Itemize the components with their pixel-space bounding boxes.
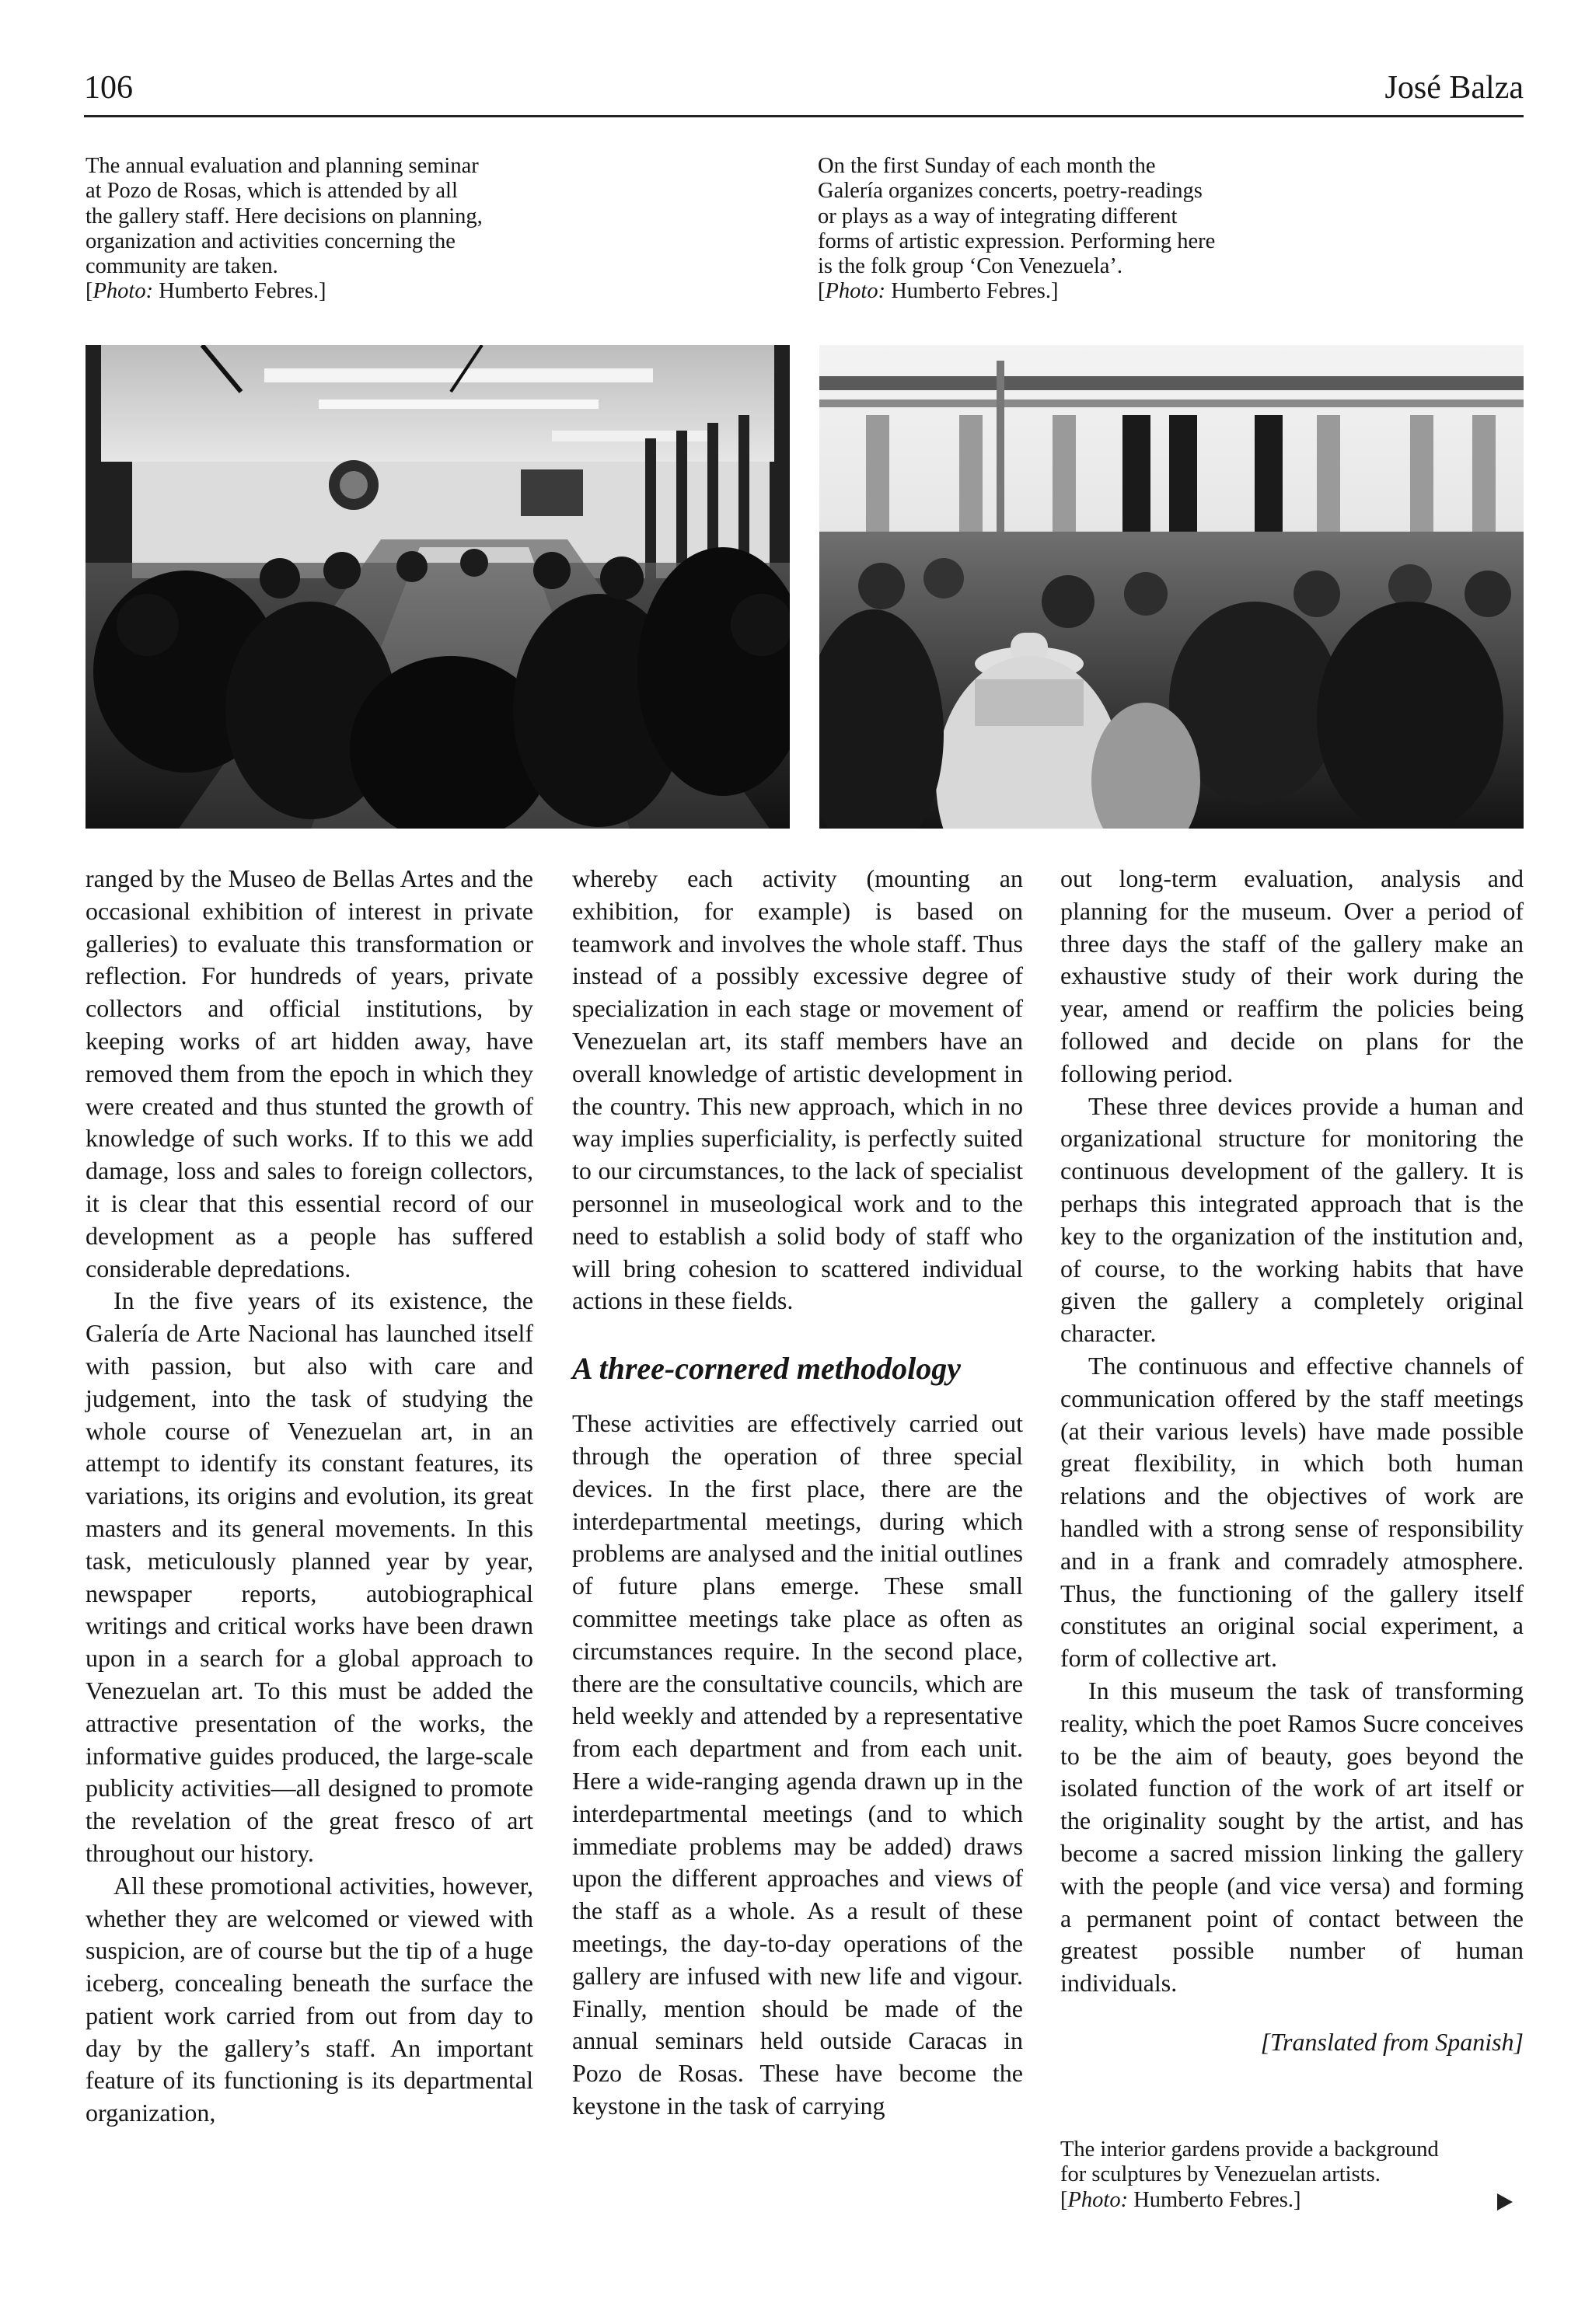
- paragraph: out long-term evaluation, analysis and planning for the museum. Over a period of three days the staff of the gallery make an exhaustive study of their work during the year, amend or reaffirm the policies being followed and decide on plans for the following period.: [1060, 864, 1524, 1087]
- body-column-3: [1060, 863, 1524, 2059]
- paragraph: ranged by the Museo de Bellas Artes and the occasional exhibition of interest in private galleries) to evaluate this transformation or reflection. For hundreds of years, private collectors and official institutions, by keeping works of art hidden away, have removed them from the epoch in which they were created and thus stunted the growth of knowledge of such works. If to this we add damage, loss and sales to foreign collectors, it is clear that this essential record of our development as a people has suffered considerable depredations.: [86, 864, 533, 1282]
- paragraph: The continuous and effective channels of communication offered by the staff meetings (at their various levels) have made possible great flexibility, in which both human relations and the objectives of work are handled with a strong sense of responsibility and in a frank and comradely atmosphere. Thus, the functioning of the gallery itself constitutes an original social experiment, a form of collective art.: [1060, 1351, 1524, 1673]
- photo-credit: [Photo: Humberto Febres.]: [818, 279, 1059, 304]
- paragraph: All these promotional activities, however, whether they are welcomed or viewed with suspicion, are of course but the tip of a huge iceberg, concealing beneath the surface the patient work carried from out from day to day by the gallery’s staff. An important feature of its functioning is its departmental organization,: [86, 1871, 533, 2127]
- caption-line: The annual evaluation and planning seminar: [86, 154, 479, 178]
- body-column-2: [572, 863, 1023, 2123]
- caption-line: On the first Sunday of each month the: [818, 154, 1156, 178]
- caption-line: forms of artistic expression. Performing here: [818, 229, 1216, 253]
- translator-note: [Translated from Spanish]: [1260, 2027, 1524, 2056]
- photo-seminar: [86, 345, 790, 829]
- paragraph: In the five years of its existence, the Galería de Arte Nacional has launched itself with passion, but also with care and judgement, into the task of studying the whole course of Venezuelan art, in an attempt to identify its constant features, its variations, its origins and evolution, its great masters and its general movements. In this task, meticulously planned year by year, newspaper reports, autobiographical writings and critical works have been drawn upon in a search for a global approach to Venezuelan art. To this must be added the attractive presentation of the works, the informative guides produced, the large-scale publicity activities—all designed to promote the revelation of the great fresco of art throughout our history.: [86, 1286, 533, 1867]
- paragraph: whereby each activity (mounting an exhibition, for example) is based on teamwork and involves the whole staff. Thus instead of a possibly excessive degree of specialization in each stage or movement of Venezuelan art, its staff members have an overall knowledge of artistic development in the country. This new approach, which in no way implies superficiality, is perfectly suited to our circumstances, to the lack of specialist personnel in museological work and to the need to establish a solid body of staff who will bring cohesion to scattered individual actions in these fields.: [572, 864, 1023, 1315]
- seminar-photo-graphic: [86, 345, 790, 829]
- page-number: 106: [84, 70, 133, 106]
- caption-line: the gallery staff. Here decisions on planning,: [86, 204, 483, 229]
- section-heading: A three-cornered methodology: [572, 1351, 961, 1387]
- caption-line: Galería organizes concerts, poetry-readings: [818, 179, 1203, 204]
- caption-line: is the folk group ‘Con Venezuela’.: [818, 254, 1123, 279]
- caption-right: [818, 154, 1377, 305]
- body-column-1: [86, 863, 533, 2130]
- photo-credit: [Photo: Humberto Febres.]: [1060, 2188, 1524, 2213]
- caption-gardens: [1060, 2137, 1524, 2213]
- paragraph: These three devices provide a human and organizational structure for monitoring the continuous development of the gallery. It is perhaps this integrated approach that is the key to the organization of the institution and, of course, to the working habits that have given the gallery a completely original character.: [1060, 1091, 1524, 1348]
- caption-line: for sculptures by Venezuelan artists.: [1060, 2162, 1381, 2187]
- paragraph: In this museum the task of transforming reality, which the poet Ramos Sucre conceives to be the aim of beauty, goes beyond the isolated function of the work of art itself or the originality sought by the artist, and has become a sacred mission linking the gallery with the people (and vice versa) and forming a permanent point of contact between the greatest possible number of human individuals.: [1060, 1676, 1524, 1998]
- paragraph: These activities are effectively carried out through the operation of three special devices. In the first place, there are the interdepartmental meetings, during which problems are analysed and the initial outlines of future plans emerge. These small committee meetings take place as often as circumstances require. In the second place, there are the consultative councils, which are held weekly and attended by a representative from each department and from each unit. Here a wide-ranging agenda drawn up in the interdepartmental meetings (and to which immediate problems may be added) draws upon the different approaches and views of the staff as a whole. As a result of these meetings, the day-to-day operations of the gallery are infused with new life and vigour. Finally, mention should be made of the annual seminars held outside Caracas in Pozo de Rosas. These have become the keystone in the task of carrying: [572, 1409, 1023, 2120]
- photo-credit: [Photo: Humberto Febres.]: [86, 279, 326, 304]
- caption-line: or plays as a way of integrating different: [818, 204, 1178, 229]
- caption-left: [86, 154, 645, 305]
- caption-line: at Pozo de Rosas, which is attended by all: [86, 179, 458, 204]
- photo-folk-group: [819, 345, 1524, 829]
- caption-line: The interior gardens provide a background: [1060, 2137, 1439, 2162]
- folk-group-photo-graphic: [819, 345, 1524, 829]
- caption-line: community are taken.: [86, 254, 278, 279]
- header-rule: [84, 115, 1524, 117]
- running-head-author: José Balza: [1384, 70, 1524, 106]
- continue-triangle-icon: [1497, 2193, 1513, 2211]
- caption-line: organization and activities concerning the: [86, 229, 456, 253]
